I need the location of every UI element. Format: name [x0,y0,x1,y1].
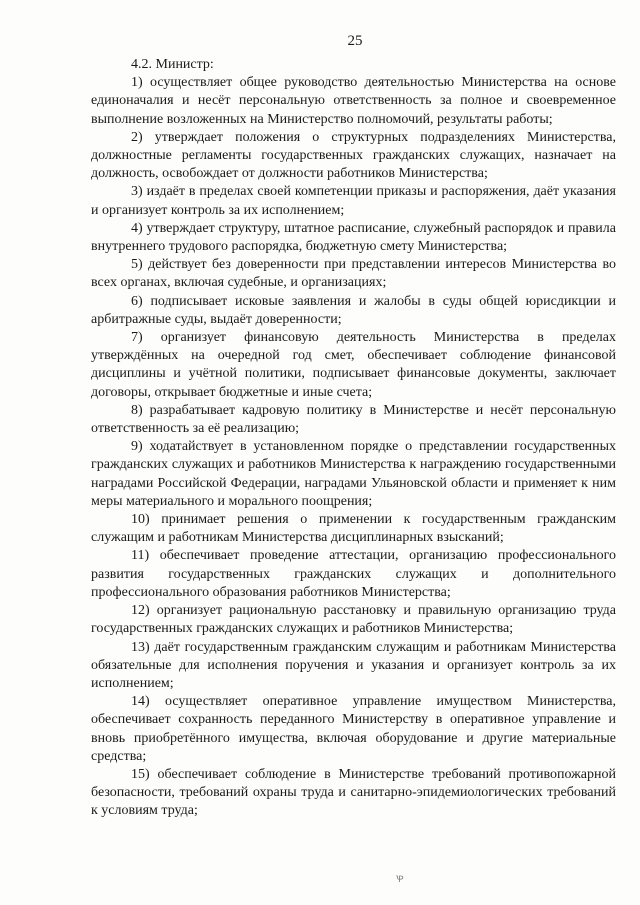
list-item-11: 11) обеспечивает проведение аттестации, организацию профессионального развития государственных гражданских служащих и дополнительного профессионального образования работников Министерства; [91,548,616,600]
list-item-3: 3) издаёт в пределах своей компетенции приказы и распоряжения, даёт указания и организует контроль за их исполнением; [91,184,616,218]
list-item-9: 9) ходатайствует в установленном порядке о представлении государственных гражданских служащих и работников Министерства к награждению государственными наградами Российской Федерации, наградами Ульяновской области и применяет к ним меры материального и морального поощрения; [91,439,616,509]
list-item-12: 12) организует рациональную расстановку и правильную организацию труда государственных гражданских служащих и работников Министерства; [91,603,616,637]
list-item-1: 1) осуществляет общее руководство деятельностью Министерства на основе единоначалия и несёт персональную ответственность за полное и своевременное выполнение возложенных на Министерство полномочий, результаты работы; [91,75,616,127]
list-item-4: 4) утверждает структуру, штатное расписание, служебный распорядок и правила внутреннего трудового распорядка, бюджетную смету Министерства; [91,220,616,255]
list-item-2: 2) утверждает положения о структурных подразделениях Министерства, должностные регламенты государственных гражданских служащих, назначает на должность, освобождает от должности работников Министерства; [91,129,616,182]
scan-mark: Ꝕ [396,874,404,884]
document-body [91,56,616,821]
list-item-7: 7) организует финансовую деятельность Министерства в пределах утверждённых на очередной год смет, обеспечивает соблюдение финансовой дисциплины и учётной политики, подписывает финансовые документы, заключает договоры, открывает бюджетные и иные счета; [91,330,616,400]
list-item-15: 15) обеспечивает соблюдение в Министерстве требований противопожарной безопасности, требований охраны труда и санитарно-эпидемиологических требований к условиям труда; [91,766,616,819]
list-item-5: 5) действует без доверенности при представлении интересов Министерства во всех органах, включая судебные, и организациях; [91,257,616,291]
page-number: 25 [347,33,363,49]
list-item-8: 8) разрабатывает кадровую политику в Министерстве и несёт персональную ответственность за её реализацию; [91,402,616,437]
list-item-10: 10) принимает решения о применении к государственным гражданским служащим и работникам Министерства дисциплинарных взысканий; [91,512,616,546]
list-item-14: 14) осуществляет оперативное управление имуществом Министерства, обеспечивает сохранность переданного Министерству в оперативное управление и вновь приобретённого имущества, включая оборудование и другие материальные средства; [91,694,616,764]
list-item-6: 6) подписывает исковые заявления и жалобы в суды общей юрисдикции и арбитражные суды, выдаёт доверенности; [91,293,616,327]
section-heading: 4.2. Министр: [131,57,214,72]
list-item-13: 13) даёт государственным гражданским служащим и работникам Министерства обязательные для исполнения поручения и указания и организует контроль за их исполнением; [91,639,616,691]
